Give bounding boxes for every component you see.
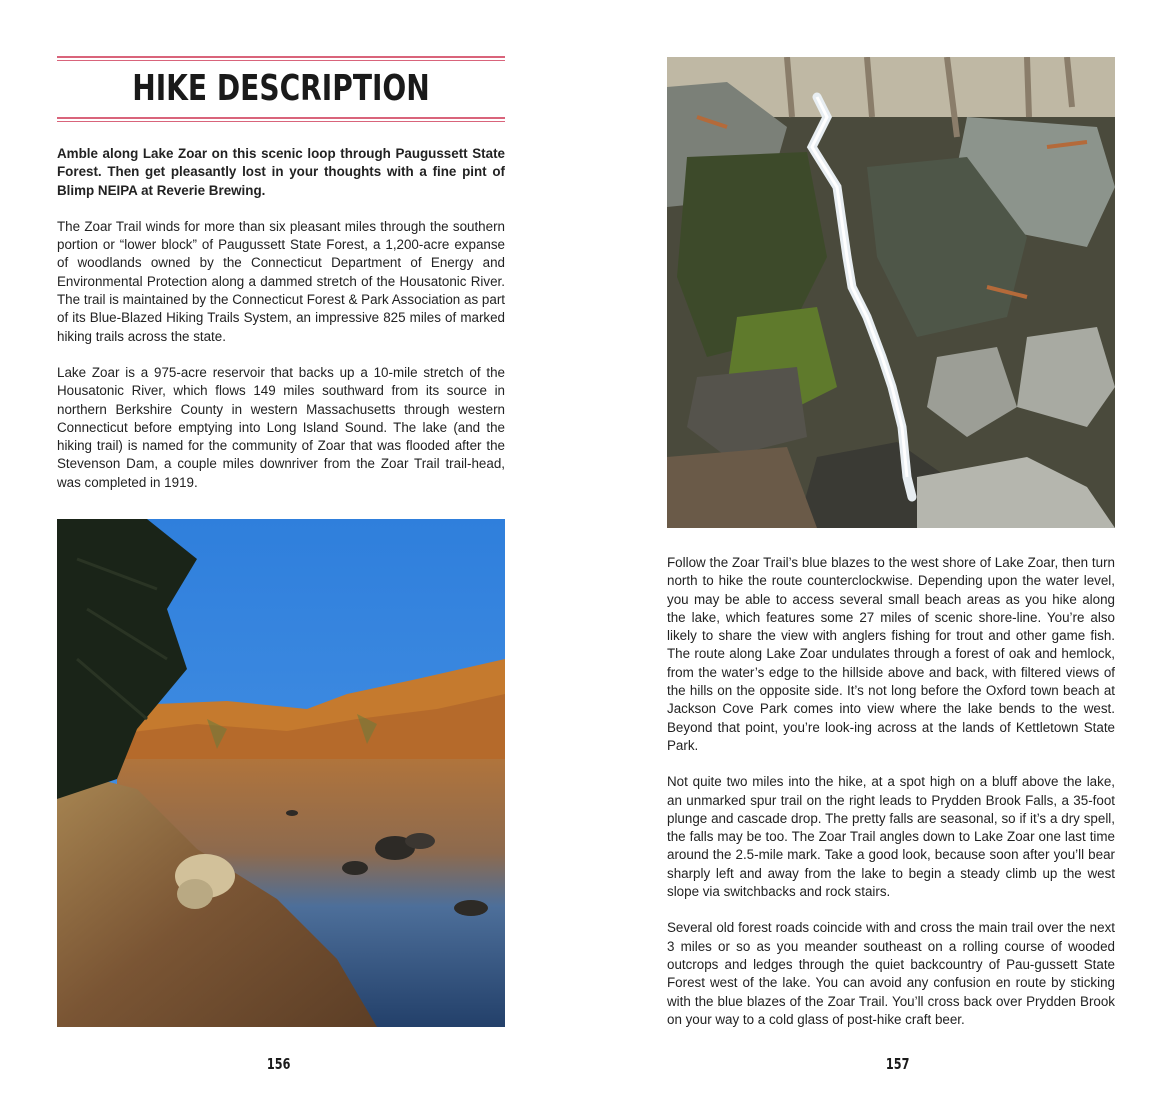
prydden-brook-falls-photo [667,57,1115,528]
header-rule-top [57,56,505,61]
page-number: 157 [885,1055,910,1073]
page-number: 156 [266,1055,291,1073]
body-paragraph: Not quite two miles into the hike, at a spot high on a bluff above the lake, an unmarked spur trail on the right leads to Prydden Brook Falls, a 35-foot plunge and cascade drop. The pretty falls are seasonal, so if it’s a dry spell, the falls may be too. The Zoar Trail angles down to Lake Zoar one last time around the 2.5-mile mark. Take a good look, because soon after you’ll bear sharply left and away from the lake to begin a steady climb up the west slope via switchbacks and rock stairs. [667,774,1115,900]
body-paragraph: Follow the Zoar Trail’s blue blazes to the west shore of Lake Zoar, then turn north to hike the route counterclockwise. Depending upon the water level, you may be able to access several small beach areas as you hike along the lake, which features some 27 miles of scenic shore-line. You’re also likely to share the view with anglers fishing for trout and other game fish. The route along Lake Zoar undulates through a forest of oak and hemlock, from the water’s edge to the hillside above and back, with filtered views of the hills on the opposite side. It’s not long before the Oxford town beach at Jackson Cove Park comes into view where the lake bends to the west. Beyond that point, you’re look-ing across at the lands of Kettletown State Park. [667,555,1115,753]
section-header [57,56,505,122]
lake-photo-image [57,519,505,1027]
falls-photo-image [667,57,1115,528]
right-page [586,0,1172,1110]
body-paragraph: Several old forest roads coincide with and cross the main trail over the next 3 miles or so as you meander southeast on a rolling course of wooded outcrops and ledges through the quiet backcountry of Pau-gussett State Forest west of the lake. You can avoid any confusion en route by sticking with the blue blazes of the Zoar Trail. You’ll cross back over Prydden Brook on your way to a cold glass of post-hike craft beer. [667,920,1115,1027]
intro-paragraph: Amble along Lake Zoar on this scenic loop through Paugussett State Forest. Then get pleasantly lost in your thoughts with a fine pint of Blimp NEIPA at Reverie Brewing. [57,146,505,198]
body-paragraph: The Zoar Trail winds for more than six pleasant miles through the southern portion or “lower block” of Paugussett State Forest, a 1,200-acre expanse of woodlands owned by the Connecticut Department of Energy and Environmental Protection along a dammed stretch of the Housatonic River. The trail is maintained by the Connecticut Forest & Park Association as part of its Blue-Blazed Hiking Trails System, an impressive 825 miles of marked hiking trails across the state. [57,218,505,344]
section-title: HIKE DESCRIPTION [132,68,430,109]
right-body-text [667,554,1115,1047]
left-body-text [57,145,505,510]
lake-zoar-photo [57,519,505,1027]
body-paragraph: Lake Zoar is a 975-acre reservoir that backs up a 10-mile stretch of the Housatonic River, which flows 149 miles southward from its source in northern Berkshire County in western Massachusetts through western Connecticut before emptying into Long Island Sound. The lake (and the hiking trail) is named for the community of Zoar that was flooded after the Stevenson Dam, a couple miles downriver from the Zoar Trail trail-head, was completed in 1919. [57,364,505,490]
header-rule-bottom [57,117,505,122]
